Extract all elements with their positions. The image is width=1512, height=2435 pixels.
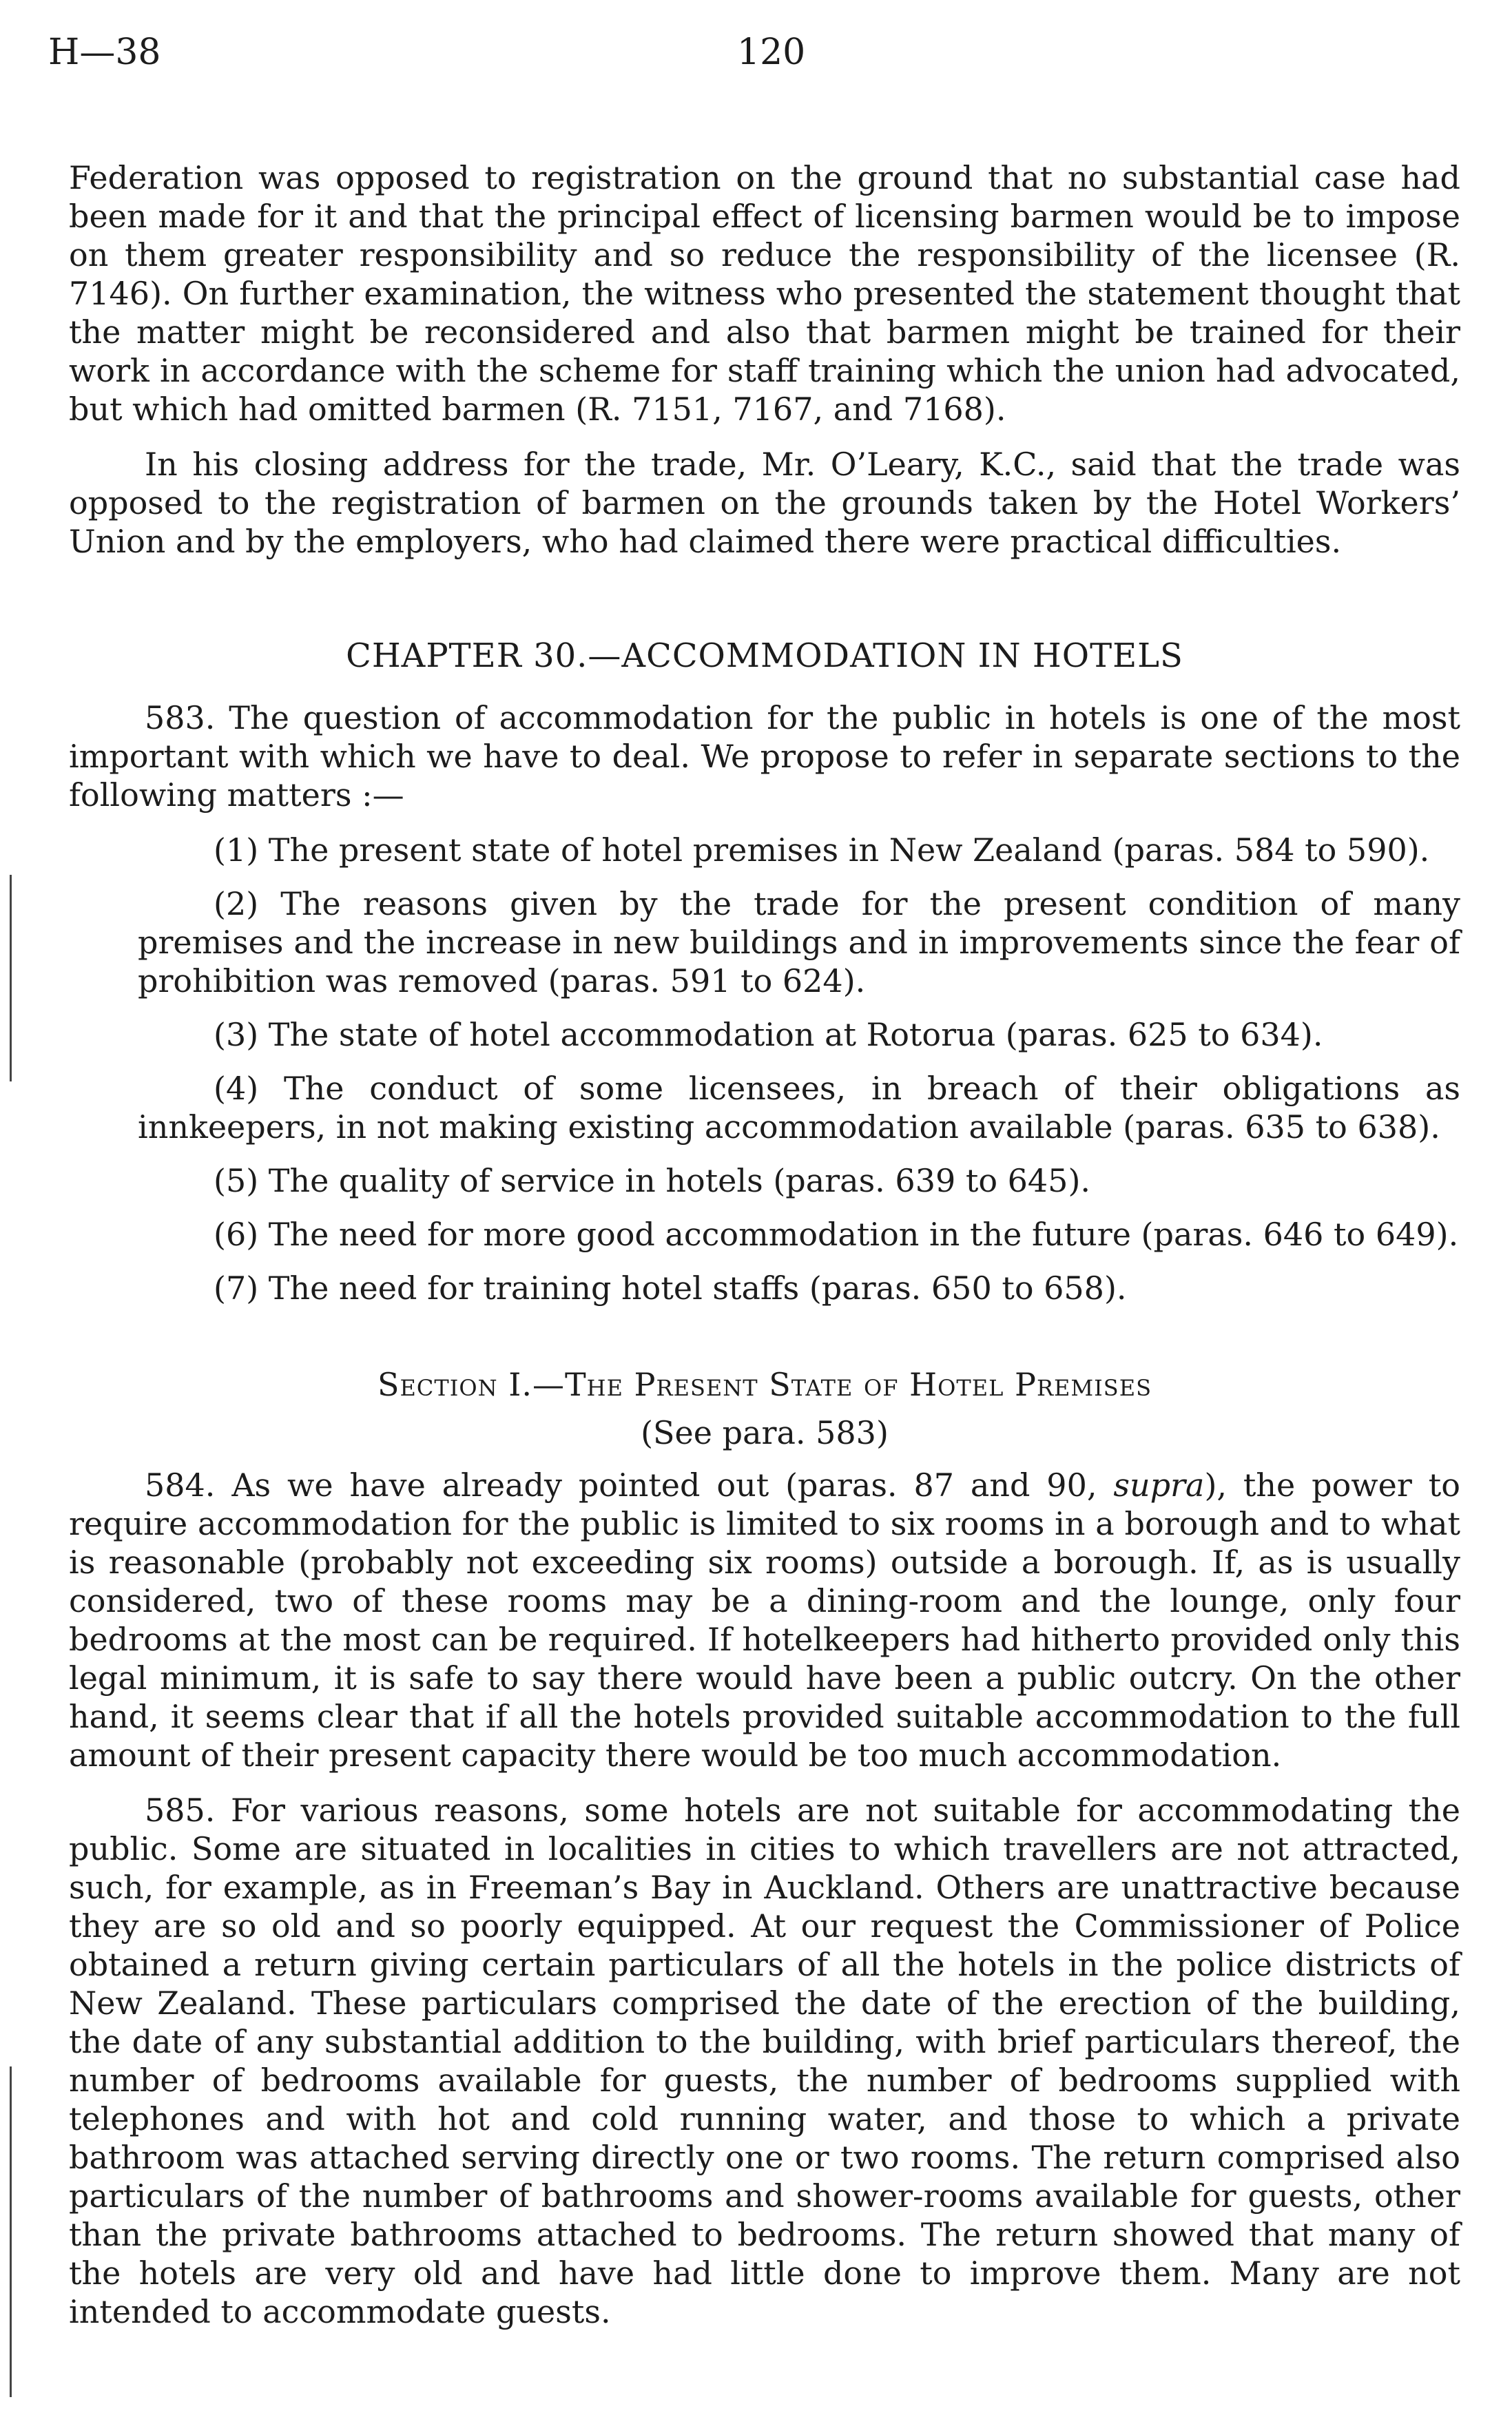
list-item: (6) The need for more good accommodation in the future (paras. 646 to 649).: [214, 1216, 1459, 1253]
list-item: (4) The conduct of some licensees, in breach of their obligations as innkeepers, in not making existing accommodation available (paras. 635 to 638).: [138, 1070, 1460, 1146]
matters-list: [69, 831, 1460, 1307]
margin-rule: [10, 2066, 12, 2397]
page-header: [48, 33, 1464, 88]
margin-rule: [10, 875, 12, 1081]
list-item: (5) The quality of service in hotels (paras. 639 to 645).: [214, 1162, 1091, 1199]
page-body: [69, 158, 1460, 2348]
chapter-heading: CHAPTER 30.—ACCOMMODATION IN HOTELS: [346, 636, 1183, 675]
paragraph-584: [69, 1466, 1460, 1774]
list-item: (7) The need for training hotel staffs (paras. 650 to 658).: [214, 1270, 1127, 1307]
paragraph-583: 583. The question of accommodation for the public in hotels is one of the most important with which we have to deal. We propose to refer in separate sections to the following matters :—: [69, 699, 1460, 814]
section-subheading: (See para. 583): [641, 1414, 889, 1451]
section-heading: Section I.—The Present State of Hotel Premises: [377, 1366, 1152, 1403]
paragraph-585: 585. For various reasons, some hotels are not suitable for accommodating the public. Some are situated in localities in cities to which travellers are not attracted, such, for example, as in Freeman’s Bay in Auckland. Others are unattractive because they are so old and so poorly equipped. At our request the Commissioner of Police obtained a return giving certain particulars of all the hotels in the police districts of New Zealand. These particulars comprised the date of the erection of the building, the date of any substantial addition to the building, with brief particulars thereof, the number of bedrooms available for guests, the number of bedrooms supplied with telephones and with hot and cold running water, and those to which a private bathroom was attached serving directly one or two rooms. The return comprised also particulars of the number of bathrooms and shower-rooms available for guests, other than the private bathrooms attached to bedrooms. The return showed that many of the hotels are very old and have had little done to improve them. Many are not intended to accommodate guests.: [69, 1792, 1460, 2330]
paragraph-closing-address: In his closing address for the trade, Mr. O’Leary, K.C., said that the trade was opposed to the registration of barmen on the grounds taken by the Hotel Workers’ Union and by the employers, who had claimed there were practical difficulties.: [69, 446, 1460, 560]
list-item: (2) The reasons given by the trade for the present condition of many premises and the increase in new buildings and in improvements since the fear of prohibition was removed (paras. 591 to 624).: [138, 885, 1460, 999]
document-code: H—38: [48, 32, 161, 73]
paragraph-584-start: 584. As we have already pointed out (paras. 87 and 90,: [145, 1467, 1114, 1504]
paragraph-584-rest: ), the power to require accommodation for the public is limited to six rooms in a borough and to what is reasonable (probably not exceeding six rooms) outside a borough. If, as is usually considered, two of these rooms may be a dining-room and the lounge, only four bedrooms at the most can be required. If hotelkeepers had hitherto provided only this legal minimum, it is safe to say there would have been a public outcry. On the other hand, it seems clear that if all the hotels provided suitable accommodation to the full amount of their present capacity there would be too much accommodation.: [69, 1467, 1460, 1774]
page-number: 120: [737, 32, 806, 73]
paragraph-584-supra: supra: [1113, 1467, 1205, 1504]
list-item: (1) The present state of hotel premises in New Zealand (paras. 584 to 590).: [214, 831, 1430, 869]
paragraph-continued: Federation was opposed to registration on the ground that no substantial case had been made for it and that the principal effect of licensing barmen would be to impose on them greater responsibility and so reduce the responsibility of the licensee (R. 7146). On further examination, the witness who presented the statement thought that the matter might be reconsidered and also that barmen might be trained for their work in accordance with the scheme for staff training which the union had advocated, but which had omitted barmen (R. 7151, 7167, and 7168).: [69, 159, 1460, 428]
list-item: (3) The state of hotel accommodation at Rotorua (paras. 625 to 634).: [214, 1016, 1323, 1053]
